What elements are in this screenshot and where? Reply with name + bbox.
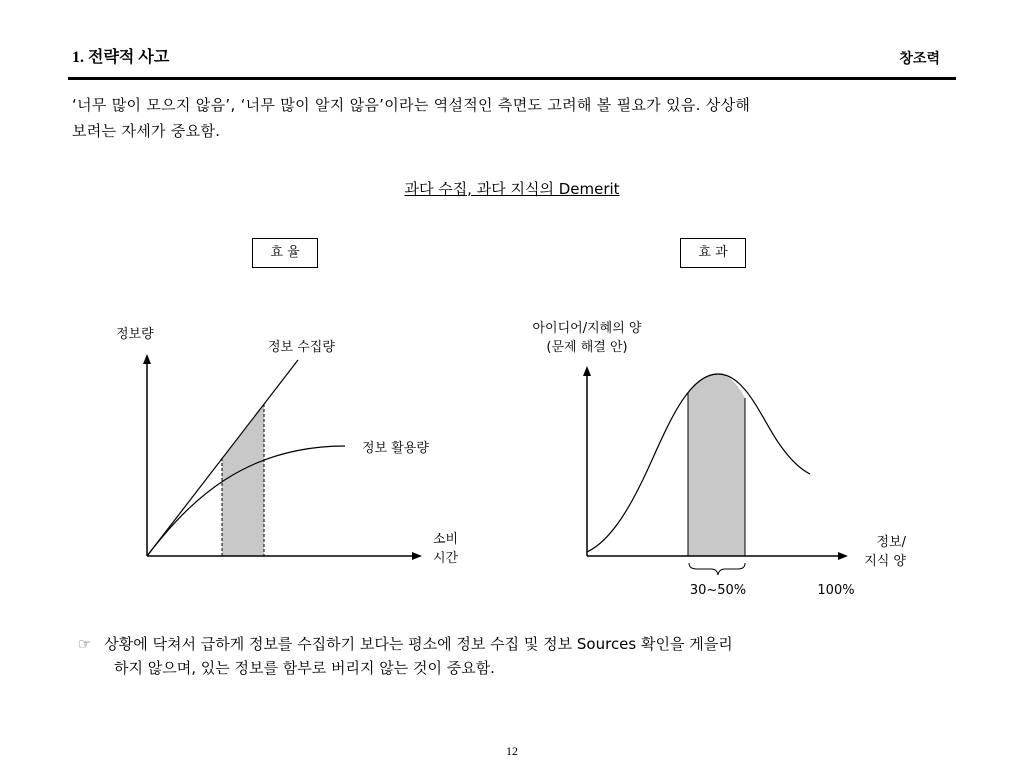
note-line-2: 하지 않으며, 있는 정보를 함부로 버리지 않는 것이 중요함. xyxy=(114,659,495,677)
range-label: 30~50% xyxy=(689,583,747,598)
page-number: 12 xyxy=(506,744,518,758)
efficiency-box-label: 효 율 xyxy=(252,238,318,268)
effect-diagram xyxy=(533,320,907,598)
range-brace xyxy=(689,563,745,575)
note-line-1 xyxy=(78,632,733,656)
effect-shaded-region xyxy=(688,374,745,556)
pointing-hand-icon: ☞ xyxy=(78,635,92,653)
efficiency-x-axis-label-1: 소비 xyxy=(433,532,459,547)
intro-line-1: ‘너무 많이 모으지 않음’, ‘너무 많이 알지 않음’이라는 역설적인 측면도 고려해 볼 필요가 있음. 상상해 xyxy=(72,96,751,114)
effect-y-axis-label-1: 아이디어/지혜의 양 xyxy=(532,321,642,336)
section-tag: 창조력 xyxy=(899,51,940,67)
efficiency-shaded-region xyxy=(222,404,264,556)
effect-y-axis-arrow xyxy=(583,366,591,376)
effect-y-axis-label-2: (문제 해결 안) xyxy=(546,340,628,355)
effect-x-axis-label-1: 정보/ xyxy=(876,535,906,550)
diagram-title-text: 과다 수집, 과다 지식의 Demerit xyxy=(404,180,620,198)
page-title: 1. 전략적 사고 xyxy=(72,49,170,66)
info-collection-label: 정보 수집량 xyxy=(268,340,335,355)
intro-line-2: 보려는 자세가 중요함. xyxy=(72,122,221,140)
efficiency-y-axis-arrow xyxy=(143,354,151,364)
max-label: 100% xyxy=(817,583,855,598)
efficiency-x-axis-label-2: 시간 xyxy=(433,551,459,566)
effect-x-axis-label-2: 지식 양 xyxy=(864,554,906,569)
effect-box-label: 효 과 xyxy=(680,238,746,268)
info-utilization-label: 정보 활용량 xyxy=(362,441,429,456)
note-text-1: 상황에 닥쳐서 급하게 정보를 수집하기 보다는 평소에 정보 수집 및 정보 Sources 확인을 게을리 xyxy=(104,635,733,653)
effect-x-axis-arrow xyxy=(838,552,848,560)
efficiency-diagram xyxy=(116,326,459,566)
efficiency-y-axis-label: 정보량 xyxy=(116,327,154,342)
efficiency-x-axis-arrow xyxy=(412,552,422,560)
